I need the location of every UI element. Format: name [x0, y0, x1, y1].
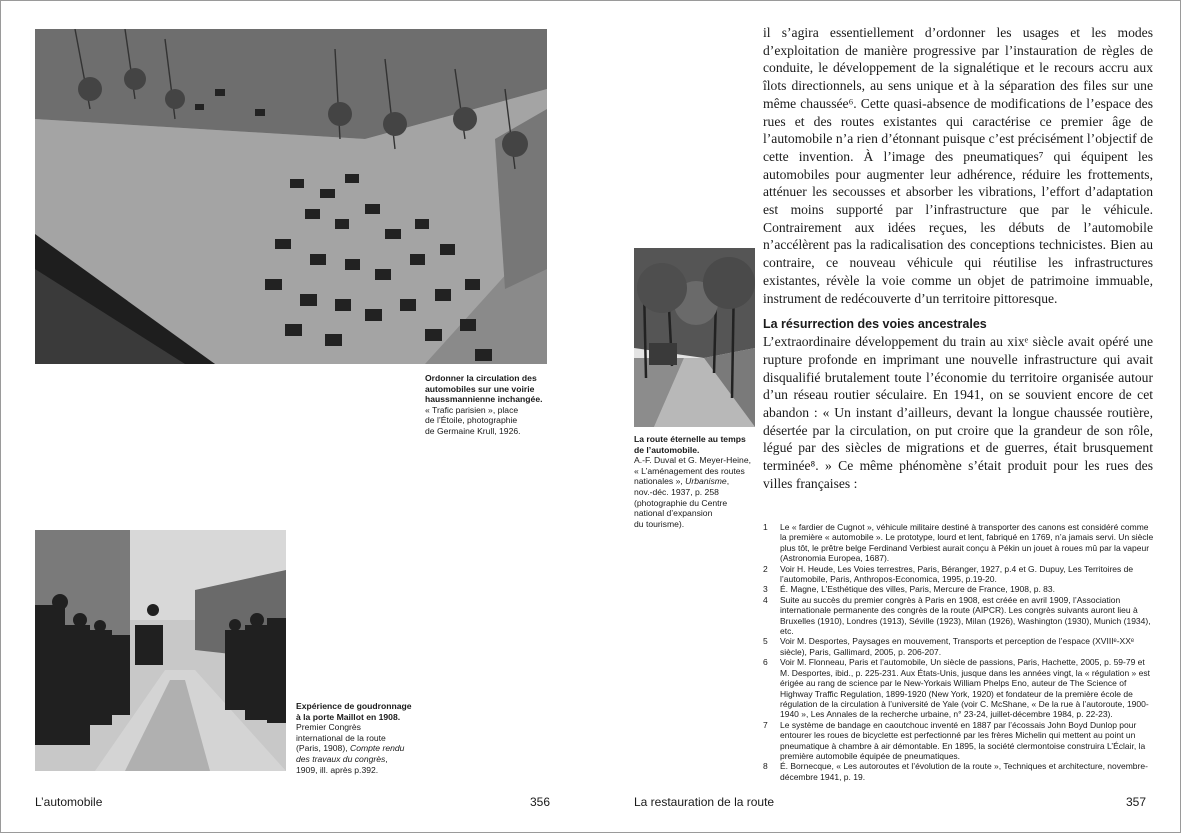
caption-route-eternelle [634, 434, 756, 529]
footnote-number: 4 [763, 594, 768, 605]
caption-route-line: du tourisme). [634, 518, 685, 529]
caption-route-line: national d’expansion [634, 508, 713, 519]
footnote-text: É. Bornecque, « Les autoroutes et l’évolution de la route », Techniques et architecture, novembre-décembre 1941, p. 19. [780, 761, 1148, 782]
footnote [763, 522, 1155, 564]
caption-maillot-line-4: des travaux du congrès, [296, 753, 388, 764]
footnote-text: Voir H. Heude, Les Voies terrestres, Paris, Béranger, 1927, p.4 et G. Dupuy, Les Territoires de l’automobile, Paris, Anthropos-Economica, 1995, p.19-20. [780, 563, 1134, 585]
caption-maillot-line: international de la route [296, 732, 386, 743]
caption-maillot-title: Expérience de goudronnage à la porte Maillot en 1908. [296, 701, 412, 722]
footnote [763, 564, 1155, 585]
footnote-text: Le système de bandage en caoutchouc inventé en 1887 par l’écossais John Boyd Dunlop pour entourer les roues de bicyclette est perfectionné par les frères Michelin qui mettent au point un pneumatique à chambre à air démontable. En 1895, la société clermontoise construira L’Éclair, la première automobile équipée de pneumatiques. [780, 719, 1146, 761]
footnote-number: 1 [763, 522, 768, 532]
footnote-text: Voir M. Desportes, Paysages en mouvement, Transports et perception de l’espace (XVIIIᵉ-XXᵉ siècle), Paris, Gallimard, 2005, p. 206-207. [780, 636, 1135, 657]
section-heading: La résurrection des voies ancestrales [763, 317, 987, 332]
footnote [763, 720, 1155, 762]
footnote [763, 595, 1155, 637]
footnote [763, 657, 1155, 719]
caption-route-line: « L’aménagement des routes [634, 465, 745, 476]
caption-route-line: (photographie du Centre [634, 497, 728, 508]
caption-route-title: La route éternelle au temps de l’automobile. [634, 434, 746, 455]
photo-etoile-traffic [35, 29, 547, 364]
footnote-number: 5 [763, 636, 768, 647]
caption-route-line3a: nationales », [634, 476, 686, 487]
footer-title-right: La restauration de la route [634, 795, 775, 809]
footnote-text: Suite au succès du premier congrès à Paris en 1908, est créée en avril 1909, l’Association internationale permanente des congrès de la route (AIPCR). Les congrès suivants auront lieu à Bruxelles (1910), Londres (1913), Séville (1923), Milan (1926), Washington (1930), Munich (1934), etc. [780, 594, 1151, 637]
photo-porte-maillot [35, 530, 286, 771]
caption-etoile-line: « Trafic parisien », place [425, 404, 519, 415]
footnote-text: Voir M. Flonneau, Paris et l’automobile, Un siècle de passions, Paris, Hachette, 2005, p. 59-79 et M. Desportes, ibid., p. 225-231. Aux États-Unis, jusque dans les années vingt, la « régulation » est érigée au rang de science par le New-Yorkais William Phelps Eno, auteur de The Science of Highway Traffic Regulation, 1899-1920 (New York, 1920) et fondateur de la première école de régulation de la circulation à l’université de Yale (voir C. McShane, « De la rue à l’autoroute, 1900-1940 », Les Annales de la recherche urbaine, n° 23-24, juillet-décembre 1984, p. 22-23). [780, 657, 1150, 720]
footnote-text: Le « fardier de Cugnot », véhicule militaire destiné à transporter des canons est considéré comme la première « automobile ». Le prototype, lourd et lent, fabriqué en 1769, n’a jamais servi. Un siècle plus tôt, le prêtre belge Ferdinand Verbiest aurait conçu à Pékin un jouet à roues mû par la vapeur (Astronomia Europea, 1687). [780, 522, 1154, 564]
body-text [763, 24, 1153, 493]
footnote-text: É. Magne, L’Esthétique des villes, Paris, Mercure de France, 1908, p. 83. [780, 584, 1055, 595]
footnote [763, 636, 1155, 657]
caption-etoile-line: de l’Étoile, photographie [425, 415, 518, 426]
caption-maillot-line: 1909, ill. après p.392. [296, 764, 379, 775]
caption-porte-maillot [296, 701, 418, 775]
caption-route-line: A.-F. Duval et G. Meyer-Heine, [634, 455, 752, 466]
body-paragraph-1: il s’agira essentiellement d’ordonner les usages et les modes d’exploitation de manière progressive par l’instauration de règles de conduite, le développement de la signalétique et le recours accru aux îlots directionnels, au sens unique et à la séparation des files sur une même chaussée⁶. Cette quasi-absence de modifications de l’espace des rues et des routes existantes qui caractérise ce premier âge de l’automobile n’a rien d’étonnant puisque c’est précisément l’objectif de cette invention. À l’image des pneumatiques⁷ qui équipent les automobiles pour augmenter leur adhérence, réduire les frottements, atténuer les secousses et absorber les vibrations, l’effort d’adaptation est moins supporté par l’infrastructure que par le véhicule. Contrairement aux idées reçues, les débuts de l’automobile n’accélèrent pas la radicalisation des conceptions technicistes. Bien au contraire, ce nouveau véhicule qui réutilise les infrastructures existantes, révèle la voie comme un objet de patrimoine immuable, instrument de redécouverte d’un territoire pittoresque. [763, 25, 1153, 306]
caption-maillot-line: Premier Congrès [296, 722, 361, 733]
footnote [763, 761, 1155, 782]
footer-title-left: L’automobile [35, 795, 103, 809]
footnote-number: 2 [763, 563, 768, 574]
footnote-number: 6 [763, 657, 768, 668]
caption-maillot-line3a: (Paris, 1908), [296, 743, 350, 754]
caption-maillot-line3b: Compte rendu [349, 743, 405, 754]
body-paragraph-2: L’extraordinaire développement du train au xixᵉ siècle avait opéré une rupture profonde en imprimant une nouvelle infrastructure qui avait disqualifié brutalement toute l’économie du territoire organisée autour d’un réseau routier séculaire. En 1941, on se souvient encore de cet abandon : « Un instant d’ailleurs, devant la longue chaussée routière, désertée par la circulation, on put croire que la grandeur de son rôle, légué par des siècles de migrations et de guerres, était brusquement terminée⁸. » Ce même phénomène s’était produit pour les rues des villes françaises : [763, 334, 1153, 491]
caption-route-line3b: Urbanisme [685, 476, 727, 487]
caption-etoile [425, 373, 550, 437]
footnotes [763, 522, 1155, 782]
footnote-number: 8 [763, 761, 768, 772]
caption-route-line-3: nationales », Urbanisme, [634, 476, 730, 487]
caption-etoile-title: Ordonner la circulation des automobiles sur une voirie haussmannienne inchangée. [425, 373, 543, 405]
footnote [763, 584, 1155, 594]
caption-etoile-line: de Germaine Krull, 1926. [425, 425, 521, 436]
footnote-number: 3 [763, 584, 768, 595]
caption-route-line: nov.-déc. 1937, p. 258 [634, 486, 719, 497]
caption-maillot-line4: des travaux du congrès [296, 753, 386, 764]
caption-maillot-line-3 [296, 743, 418, 754]
page-number-right: 357 [1126, 795, 1147, 809]
page-number-left: 356 [530, 795, 551, 809]
photo-tree-lined-road [634, 248, 755, 427]
footnote-number: 7 [763, 719, 768, 730]
